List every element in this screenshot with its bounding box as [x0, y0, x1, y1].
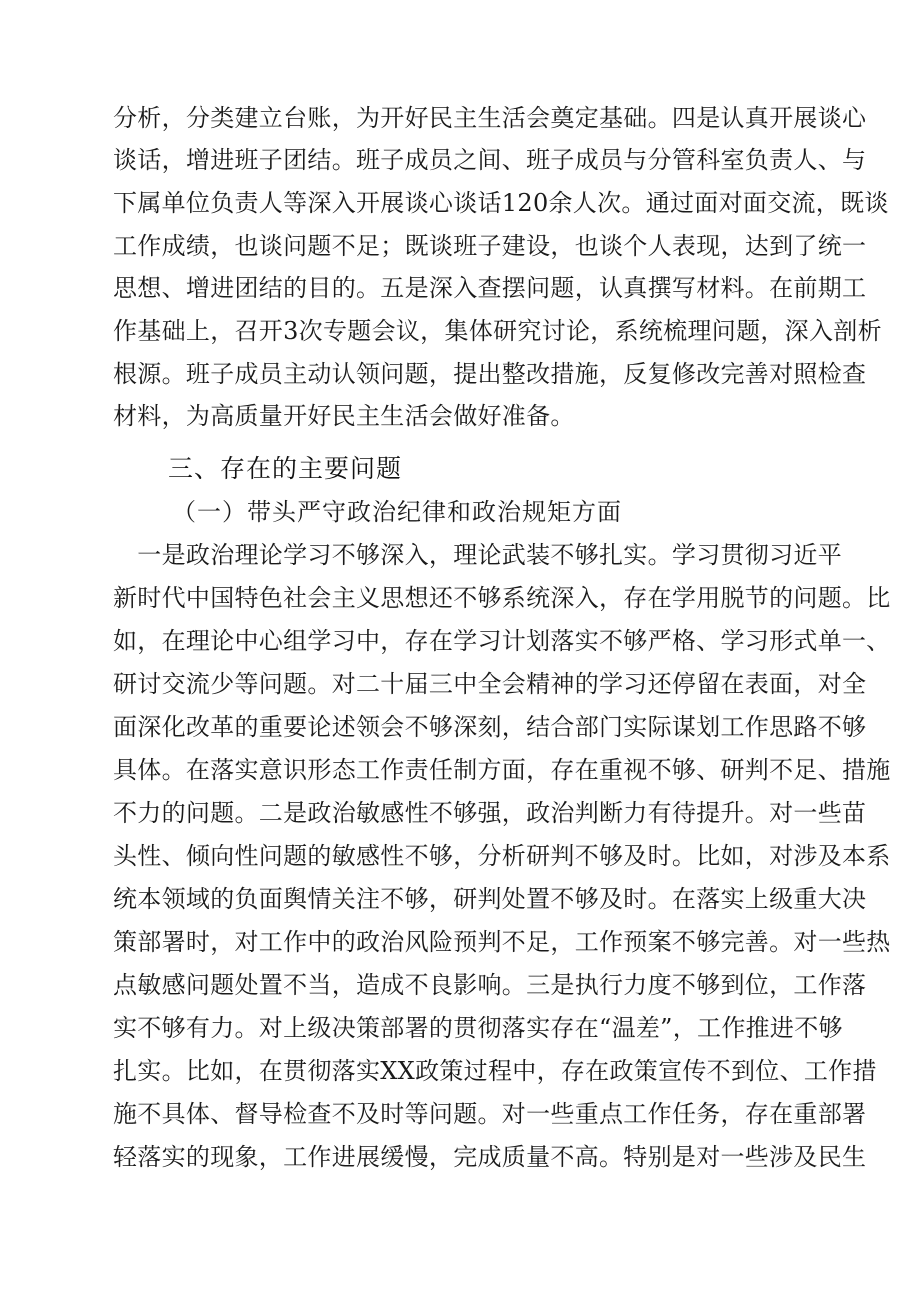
body-text-line: 一是政治理论学习不够深入，理论武装不够扎实。学习贯彻习近平	[113, 541, 842, 569]
body-text-line: 如，在理论中心组学习中，存在学习计划落实不够严格、学习形式单一、	[113, 627, 891, 655]
body-text-line: 面深化改革的重要论述领会不够深刻，结合部门实际谋划工作思路不够	[113, 713, 867, 741]
body-text-line: 扎实。比如，在贯彻落实XX政策过程中，存在政策宣传不到位、工作措	[113, 1057, 877, 1085]
body-text-line: 思想、增进团结的目的。五是深入查摆问题，认真撰写材料。在前期工	[113, 274, 867, 302]
body-text-line: 谈话，增进班子团结。班子成员之间、班子成员与分管科室负责人、与	[113, 146, 867, 174]
body-text-line: 轻落实的现象，工作进展缓慢，完成质量不高。特别是对一些涉及民生	[113, 1143, 867, 1171]
body-text-line: 点敏感问题处置不当，造成不良影响。三是执行力度不够到位，工作落	[113, 971, 867, 999]
body-text-line: 头性、倾向性问题的敏感性不够，分析研判不够及时。比如，对涉及本系	[113, 842, 891, 870]
subsection-heading: （一）带头严守政治纪律和政治规矩方面	[172, 498, 622, 526]
body-text-line: 根源。班子成员主动认领问题，提出整改措施，反复修改完善对照检查	[113, 360, 867, 388]
body-text-line: 施不具体、督导检查不及时等问题。对一些重点工作任务，存在重部署	[113, 1100, 867, 1128]
body-text-line: 策部署时，对工作中的政治风险预判不足，工作预案不够完善。对一些热	[113, 928, 891, 956]
body-text-line: 作基础上，召开3次专题会议，集体研究讨论，系统梳理问题，深入剖析	[113, 317, 882, 345]
body-text-line: 下属单位负责人等深入开展谈心谈话120余人次。通过面对面交流，既谈	[113, 189, 889, 217]
body-text-line: 统本领域的负面舆情关注不够，研判处置不够及时。在落实上级重大决	[113, 885, 867, 913]
body-text-line: 具体。在落实意识形态工作责任制方面，存在重视不够、研判不足、措施	[113, 756, 891, 784]
body-text-line: 实不够有力。对上级决策部署的贯彻落实存在“温差”，工作推进不够	[113, 1014, 843, 1042]
body-text-line: 分析，分类建立台账，为开好民主生活会奠定基础。四是认真开展谈心	[113, 104, 867, 132]
body-text-line: 研讨交流少等问题。对二十届三中全会精神的学习还停留在表面，对全	[113, 670, 867, 698]
body-text-line: 材料，为高质量开好民主生活会做好准备。	[113, 402, 575, 430]
section-heading: 三、存在的主要问题	[168, 454, 403, 483]
body-text-line: 工作成绩，也谈问题不足；既谈班子建设，也谈个人表现，达到了统一	[113, 232, 867, 260]
body-text-line: 新时代中国特色社会主义思想还不够系统深入，存在学用脱节的问题。比	[113, 584, 891, 612]
body-text-line: 不力的问题。二是政治敏感性不够强，政治判断力有待提升。对一些苗	[113, 799, 867, 827]
